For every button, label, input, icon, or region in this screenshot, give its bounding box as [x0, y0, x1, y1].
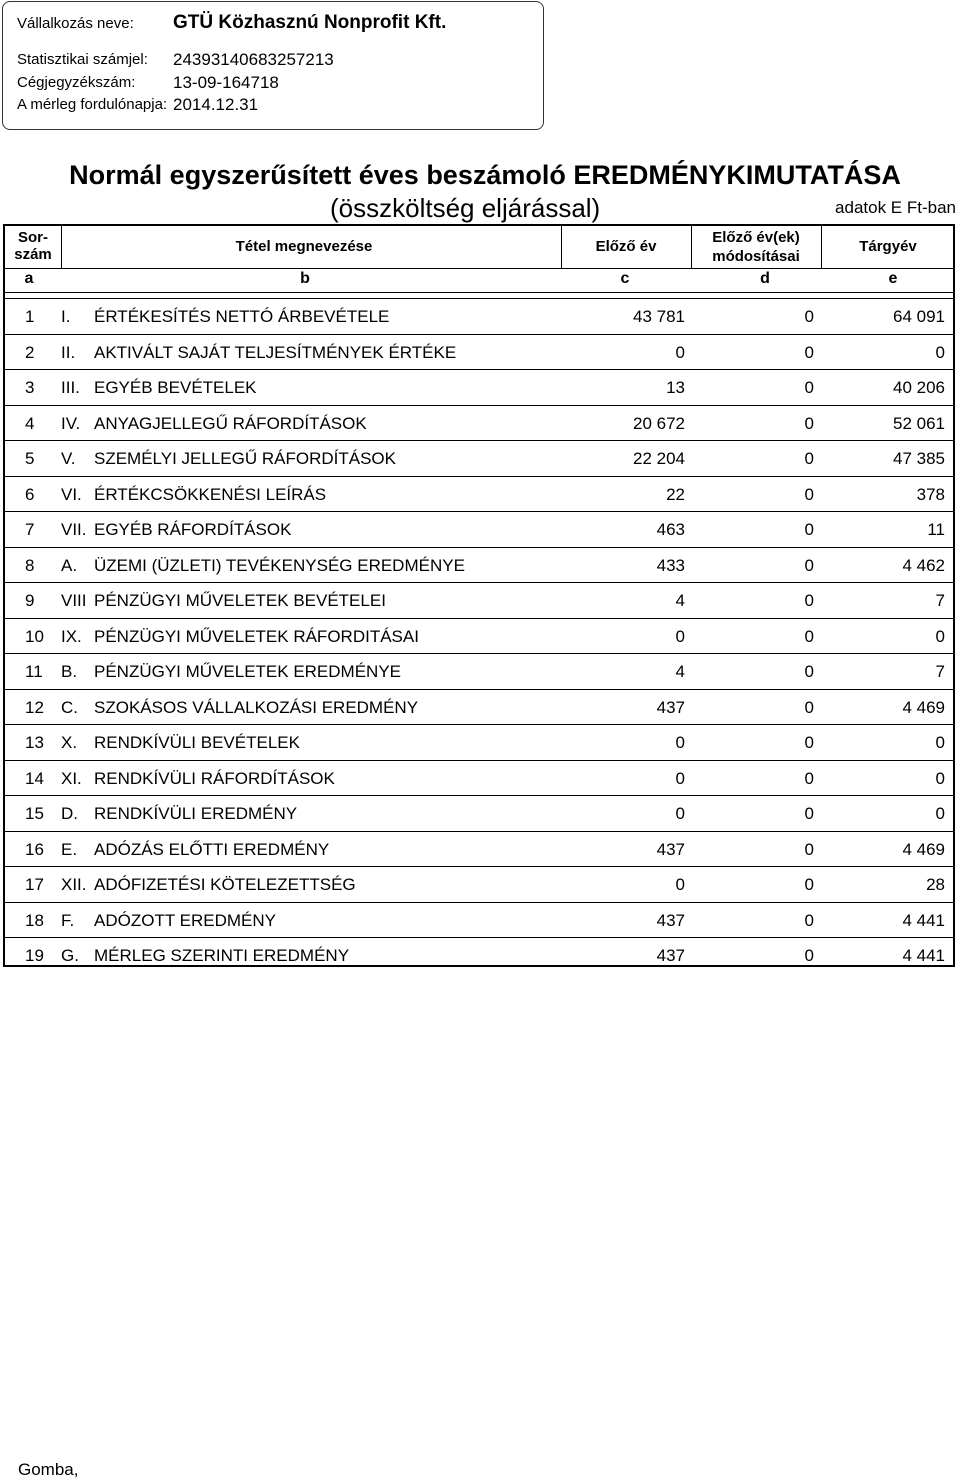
- modification-value: 0: [804, 307, 814, 326]
- row-name: PÉNZÜGYI MŰVELETEK RÁFORDITÁSAI: [94, 626, 419, 646]
- modification-value: 0: [804, 875, 814, 894]
- row-code: XII.: [61, 875, 87, 894]
- current-year-value: 28: [926, 875, 945, 894]
- previous-year-value: 433: [656, 555, 685, 575]
- row-name: SZEMÉLYI JELLEGŰ RÁFORDÍTÁSOK: [94, 449, 396, 468]
- modification-value: 0: [804, 342, 814, 362]
- modification-value: 0: [804, 804, 814, 823]
- row-number: 12: [25, 697, 44, 717]
- previous-year-value: 437: [656, 697, 685, 717]
- header-tetel: Tétel megnevezése: [235, 238, 373, 255]
- row-number: 8: [25, 555, 35, 575]
- modification-value: 0: [804, 520, 814, 539]
- row-name: EGYÉB BEVÉTELEK: [94, 378, 257, 397]
- row-code: V.: [61, 449, 76, 468]
- current-year-value: 4 469: [902, 697, 945, 717]
- previous-year-value: 0: [675, 733, 685, 752]
- modification-value: 0: [804, 946, 814, 965]
- table-row: [5, 653, 953, 690]
- header-separator: [5, 268, 953, 269]
- row-name: ÜZEMI (ÜZLETI) TEVÉKENYSÉG EREDMÉNYE: [94, 555, 465, 575]
- table-row: [5, 511, 953, 548]
- row-name: EGYÉB RÁFORDÍTÁSOK: [94, 520, 292, 539]
- row-code: II.: [61, 342, 76, 362]
- row-number: 17: [25, 875, 44, 894]
- previous-year-value: 4: [675, 591, 685, 610]
- modification-value: 0: [804, 413, 814, 433]
- previous-year-value: 22: [666, 484, 685, 504]
- current-year-value: 11: [927, 520, 945, 539]
- letter-e: e: [888, 270, 898, 287]
- previous-year-value: 437: [656, 839, 685, 859]
- reg-label: Cégjegyzékszám:: [17, 74, 136, 91]
- table-row: [5, 831, 953, 868]
- row-number: 10: [25, 626, 44, 646]
- table-row: [5, 298, 953, 335]
- row-code: XI.: [61, 768, 82, 788]
- current-year-value: 4 441: [902, 946, 945, 965]
- modification-value: 0: [804, 839, 814, 859]
- row-code: A.: [61, 555, 78, 575]
- row-code: VIII: [61, 591, 87, 610]
- current-year-value: 0: [935, 733, 945, 752]
- row-number: 5: [25, 449, 35, 468]
- row-number: 6: [25, 484, 35, 504]
- table-row: [5, 902, 953, 939]
- current-year-value: 47 385: [893, 449, 945, 468]
- previous-year-value: 0: [675, 768, 685, 788]
- page-subtitle: (összköltség eljárással): [330, 193, 601, 223]
- row-number: 18: [25, 910, 44, 930]
- row-name: ANYAGJELLEGŰ RÁFORDÍTÁSOK: [94, 413, 367, 433]
- previous-year-value: 20 672: [633, 413, 685, 433]
- modification-value: 0: [804, 768, 814, 788]
- company-value: GTÜ Közhasznú Nonprofit Kft.: [173, 12, 447, 33]
- table-row: [5, 405, 953, 442]
- letters-separator: [5, 292, 953, 293]
- row-name: ÉRTÉKCSÖKKENÉSI LEÍRÁS: [94, 484, 327, 504]
- modification-value: 0: [804, 449, 814, 468]
- row-name: AKTIVÁLT SAJÁT TELJESÍTMÉNYEK ÉRTÉKE: [94, 342, 457, 362]
- current-year-value: 4 469: [902, 839, 945, 859]
- stat-label: Statisztikai számjel:: [17, 51, 148, 68]
- table-row: [5, 866, 953, 903]
- table-row: [5, 760, 953, 797]
- letter-a: a: [24, 270, 34, 287]
- previous-year-value: 0: [675, 342, 685, 362]
- current-year-value: 64 091: [893, 307, 945, 326]
- stat-value: 24393140683257213: [173, 50, 334, 69]
- row-name: ADÓZÁS ELŐTTI EREDMÉNY: [94, 839, 330, 859]
- row-name: ADÓZOTT EREDMÉNY: [94, 910, 276, 930]
- current-year-value: 4 441: [902, 910, 945, 930]
- modification-value: 0: [804, 662, 814, 681]
- modification-value: 0: [804, 591, 814, 610]
- row-code: F.: [61, 910, 75, 930]
- table-row: [5, 937, 953, 974]
- current-year-value: 40 206: [893, 378, 945, 397]
- row-name: SZOKÁSOS VÁLLALKOZÁSI EREDMÉNY: [94, 697, 419, 717]
- table-row: [5, 724, 953, 761]
- modification-value: 0: [804, 484, 814, 504]
- modification-value: 0: [804, 697, 814, 717]
- page-title: Normál egyszerűsített éves beszámoló EREDMÉNYKIMUTATÁSA: [69, 160, 901, 190]
- previous-year-value: 43 781: [633, 307, 685, 326]
- header-elozo-ev: Előző év: [595, 238, 657, 255]
- row-number: 13: [25, 733, 44, 752]
- current-year-value: 0: [935, 804, 945, 823]
- modification-value: 0: [804, 378, 814, 397]
- row-code: VI.: [61, 484, 82, 504]
- header-sorszam: Sor- szám: [14, 229, 52, 263]
- letter-c: c: [620, 270, 630, 287]
- modification-value: 0: [804, 626, 814, 646]
- table-row: [5, 618, 953, 655]
- previous-year-value: 437: [656, 946, 685, 965]
- table-row: [5, 795, 953, 832]
- letter-d: d: [760, 270, 770, 287]
- footer-place: Gomba,: [18, 1460, 79, 1479]
- row-name: MÉRLEG SZERINTI EREDMÉNY: [94, 946, 350, 965]
- reg-value: 13-09-164718: [173, 73, 279, 92]
- previous-year-value: 463: [656, 520, 685, 539]
- table-row: [5, 547, 953, 584]
- row-number: 1: [25, 307, 35, 326]
- company-label: Vállalkozás neve:: [17, 15, 134, 32]
- previous-year-value: 0: [675, 804, 685, 823]
- row-code: C.: [61, 697, 78, 717]
- row-name: ADÓFIZETÉSI KÖTELEZETTSÉG: [94, 875, 356, 894]
- company-info-box: [2, 1, 544, 130]
- row-number: 9: [25, 591, 35, 610]
- row-name: RENDKÍVÜLI BEVÉTELEK: [94, 733, 300, 752]
- table-row: [5, 334, 953, 371]
- modification-value: 0: [804, 733, 814, 752]
- previous-year-value: 0: [675, 626, 685, 646]
- row-number: 7: [25, 520, 35, 539]
- row-code: I.: [61, 307, 71, 326]
- header-targyev: Tárgyév: [859, 238, 917, 255]
- row-name: RENDKÍVÜLI EREDMÉNY: [94, 804, 298, 823]
- row-number: 19: [25, 946, 44, 965]
- row-name: PÉNZÜGYI MŰVELETEK BEVÉTELEI: [94, 591, 386, 610]
- table-row: [5, 582, 953, 619]
- row-code: D.: [61, 804, 78, 823]
- current-year-value: 0: [935, 342, 945, 362]
- modification-value: 0: [804, 910, 814, 930]
- row-name: PÉNZÜGYI MŰVELETEK EREDMÉNYE: [94, 662, 402, 681]
- row-code: III.: [61, 378, 80, 397]
- row-number: 2: [25, 342, 35, 362]
- date-value: 2014.12.31: [173, 95, 259, 114]
- previous-year-value: 0: [675, 875, 685, 894]
- row-number: 3: [25, 378, 35, 397]
- row-number: 15: [25, 804, 44, 823]
- row-name: RENDKÍVÜLI RÁFORDÍTÁSOK: [94, 768, 335, 788]
- current-year-value: 4 462: [902, 555, 945, 575]
- table-row: [5, 689, 953, 726]
- current-year-value: 378: [916, 484, 945, 504]
- row-code: VII.: [61, 520, 87, 539]
- row-number: 16: [25, 839, 44, 859]
- previous-year-value: 4: [675, 662, 685, 681]
- date-label: A mérleg fordulónapja:: [17, 96, 168, 113]
- units-note: adatok E Ft-ban: [835, 198, 956, 217]
- modification-value: 0: [804, 555, 814, 575]
- table-row: [5, 476, 953, 513]
- header-modositasok: Előző év(ek) módosításai: [712, 229, 800, 265]
- previous-year-value: 22 204: [633, 449, 685, 468]
- current-year-value: 7: [935, 662, 945, 681]
- income-statement-table: [3, 224, 955, 967]
- row-code: IV.: [61, 413, 81, 433]
- letter-b: b: [300, 270, 310, 287]
- row-code: E.: [61, 839, 78, 859]
- row-code: X.: [61, 733, 78, 752]
- table-row: [5, 369, 953, 406]
- previous-year-value: 13: [666, 378, 685, 397]
- row-number: 4: [25, 413, 35, 433]
- row-number: 14: [25, 768, 44, 788]
- table-row: [5, 440, 953, 477]
- current-year-value: 52 061: [893, 413, 945, 433]
- row-code: G.: [61, 946, 79, 965]
- current-year-value: 0: [935, 626, 945, 646]
- row-name: ÉRTÉKESÍTÉS NETTÓ ÁRBEVÉTELE: [94, 307, 390, 326]
- current-year-value: 0: [935, 768, 945, 788]
- current-year-value: 7: [935, 591, 945, 610]
- row-code: B.: [61, 662, 78, 681]
- previous-year-value: 437: [656, 910, 685, 930]
- row-code: IX.: [61, 626, 82, 646]
- row-number: 11: [25, 662, 43, 681]
